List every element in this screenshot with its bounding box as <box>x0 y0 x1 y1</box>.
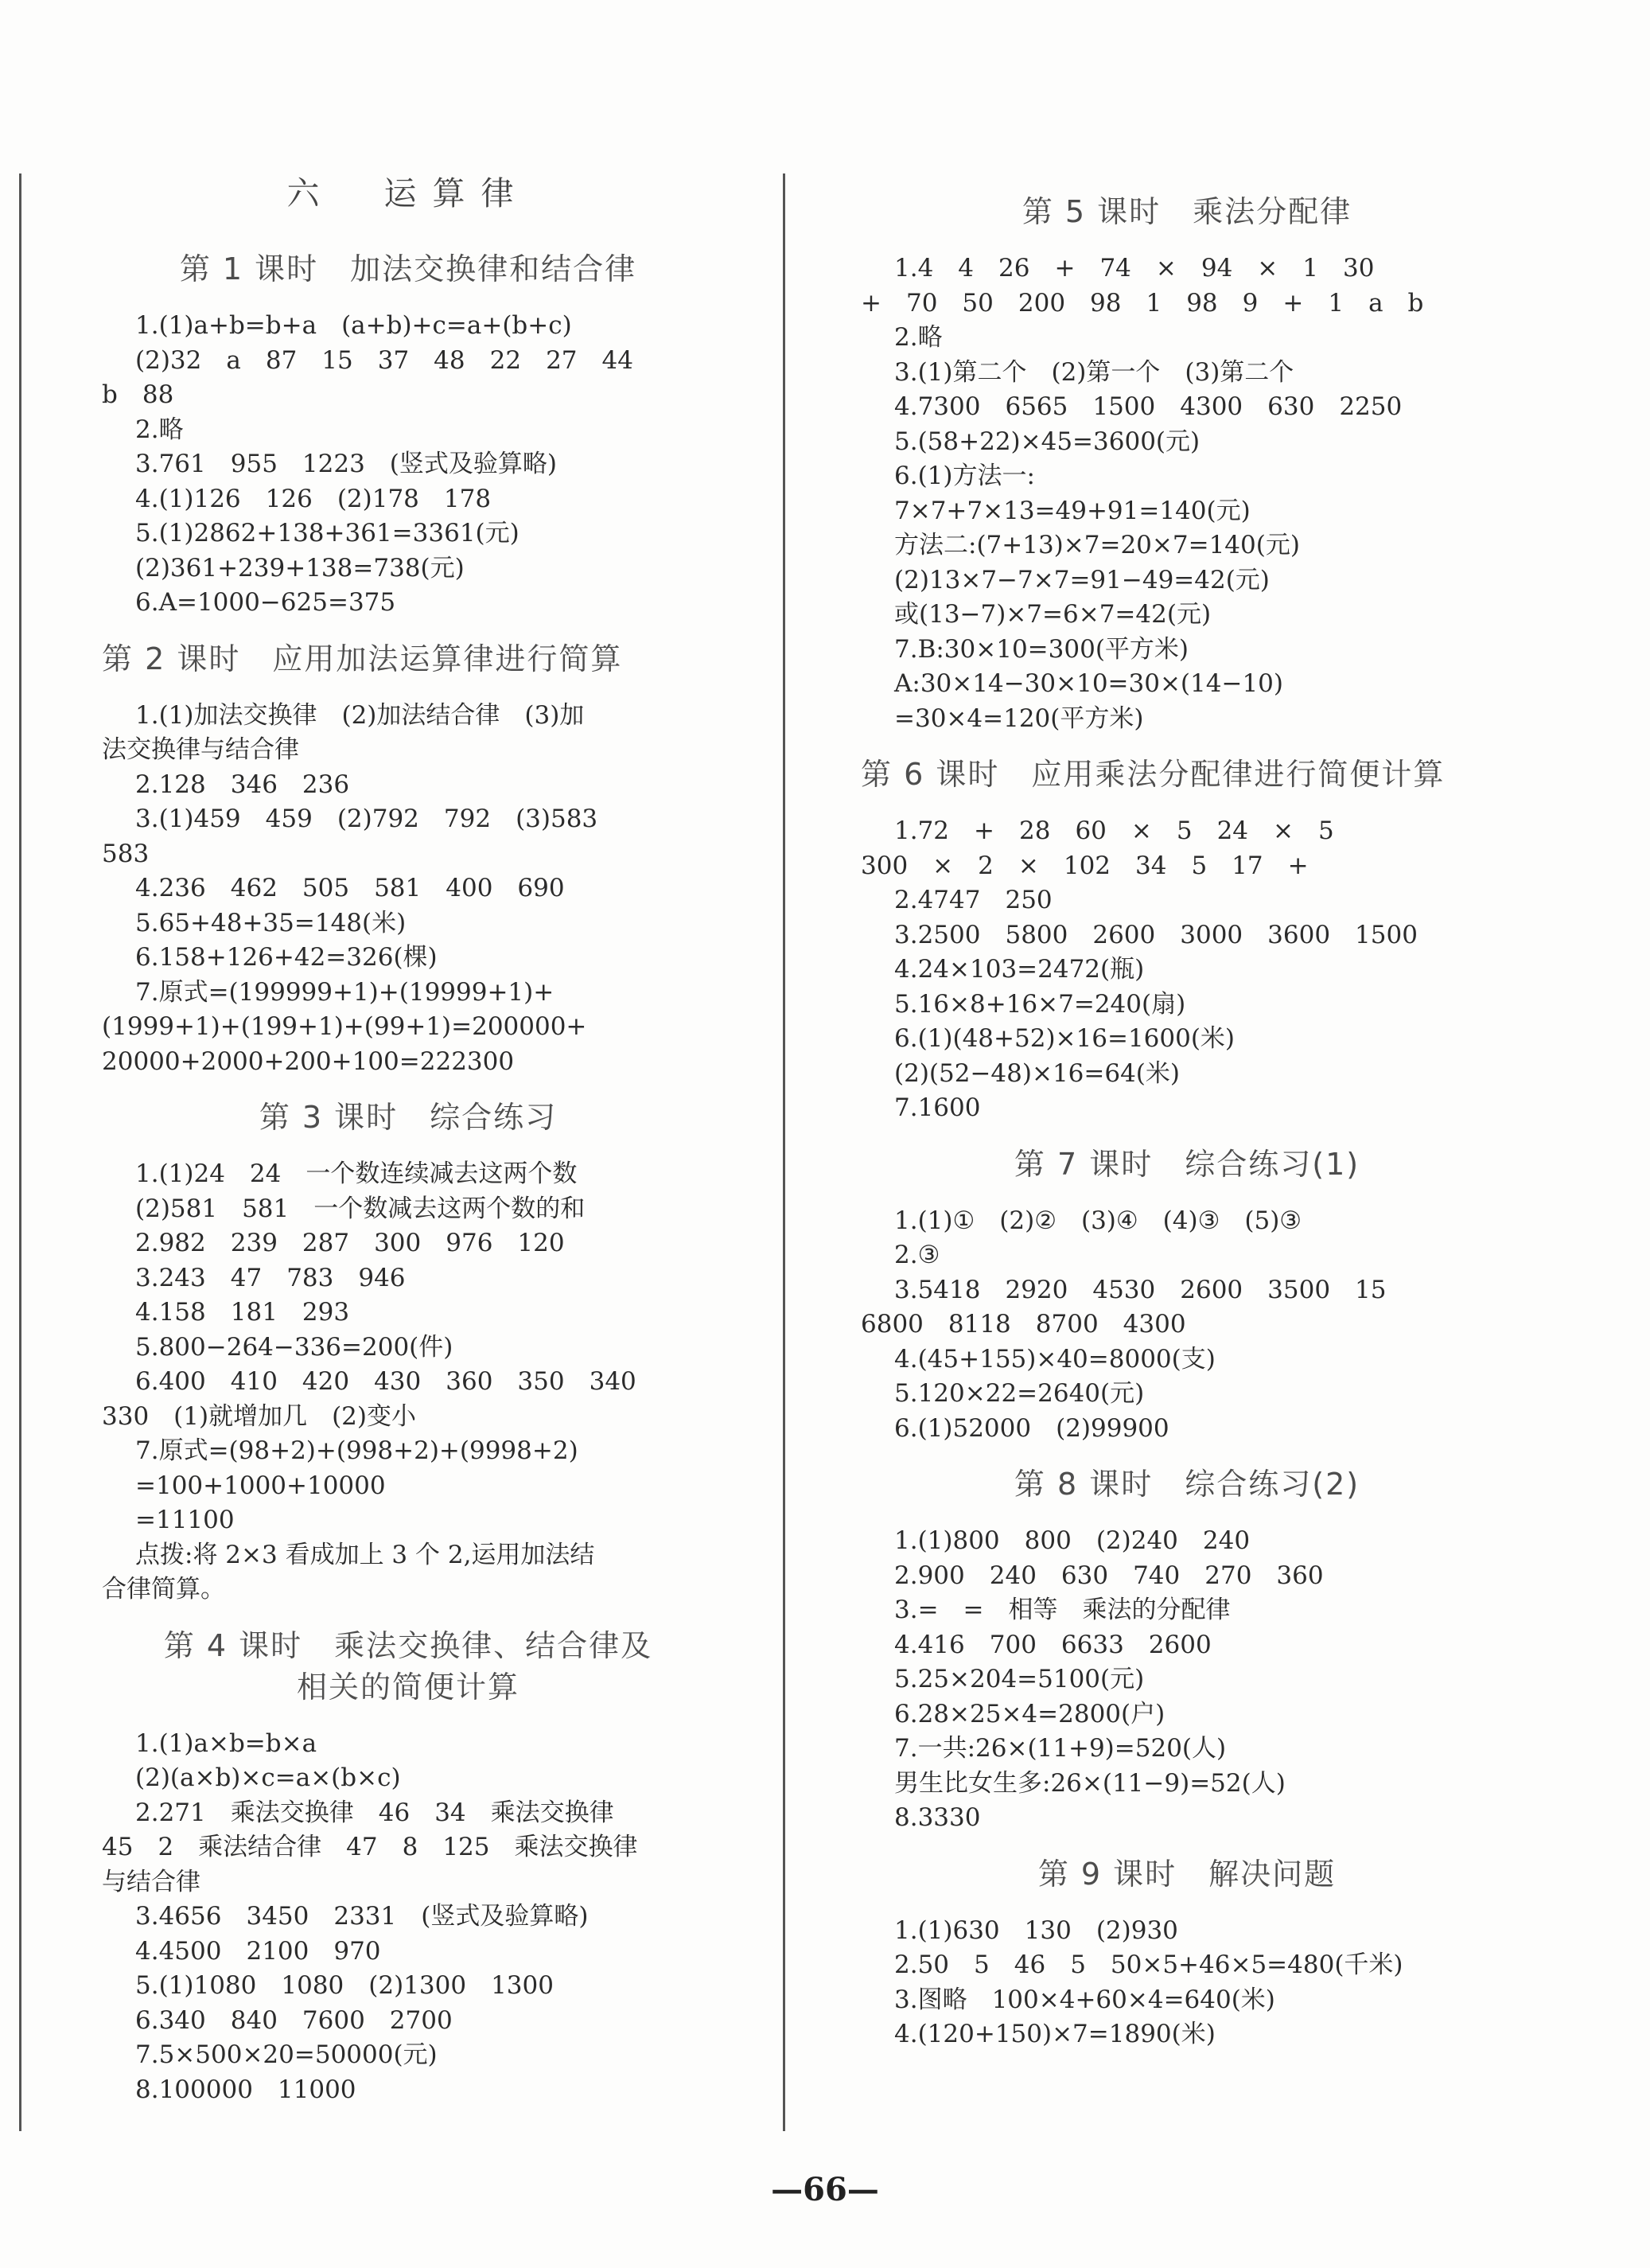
lesson-5-body <box>861 251 1513 736</box>
answer-line: 4.(120+150)×7=1890(米) <box>894 2020 1216 2048</box>
answer-line: 或(13−7)×7=6×7=42(元) <box>894 600 1212 629</box>
answer-line: 3.(1)第二个 (2)第一个 (3)第二个 <box>894 357 1294 387</box>
answer-line: 1.(1)24 24 一个数连续减去这两个数 <box>135 1159 578 1188</box>
lesson-6-title: 第 6 课时 应用乘法分配律进行简便计算 <box>861 757 1446 792</box>
answer-line: 3.(1)459 459 (2)792 792 (3)583 <box>135 805 598 833</box>
answer-line: 5.65+48+35=148(米) <box>135 908 407 937</box>
lesson-3-body <box>102 1157 714 1607</box>
lesson-3-title: 第 3 课时 综合练习 <box>259 1100 558 1135</box>
lesson-7-title: 第 7 课时 综合练习(1) <box>1014 1146 1360 1182</box>
answer-line: 3.761 955 1223 (竖式及验算略) <box>135 450 557 478</box>
hint-line: 点拨:将 2×3 看成加上 3 个 2,运用加法结 <box>135 1540 595 1569</box>
answer-line: 7.一共:26×(11+9)=520(人) <box>894 1734 1227 1763</box>
answer-line: =30×4=120(平方米) <box>894 703 1144 733</box>
answer-line: 7×7+7×13=49+91=140(元) <box>894 496 1251 525</box>
answer-line: A:30×14−30×10=30×(14−10) <box>894 669 1283 698</box>
right-column <box>861 159 1513 2052</box>
answer-line: 3.图略 100×4+60×4=640(米) <box>894 1985 1275 2014</box>
answer-line: 6.340 840 7600 2700 <box>135 2005 453 2035</box>
answer-line: (2)581 581 一个数减去这两个数的和 <box>135 1194 586 1223</box>
answer-line: 6800 8118 8700 4300 <box>861 1310 1186 1339</box>
answer-line: 方法二:(7+13)×7=20×7=140(元) <box>894 531 1300 559</box>
answer-line: 2.982 239 287 300 976 120 <box>135 1229 565 1257</box>
lesson-4-body <box>102 1727 714 2108</box>
answer-line: 6.(1)方法一: <box>894 462 1035 490</box>
answer-line: 300 × 2 × 102 34 5 17 + <box>861 851 1309 880</box>
answer-line: 2.4747 250 <box>894 886 1053 914</box>
answer-line: 5.(1)2862+138+361=3361(元) <box>135 519 520 548</box>
answer-line: 3.5418 2920 4530 2600 3500 15 <box>894 1275 1387 1304</box>
answer-line: 4.416 700 6633 2600 <box>894 1630 1212 1659</box>
answer-line: 6.A=1000−625=375 <box>135 588 396 617</box>
chapter-title: 六 运算律 <box>286 174 530 212</box>
answer-line: + 70 50 200 98 1 98 9 + 1 a b <box>861 288 1424 318</box>
answer-line: 2.271 乘法交换律 46 34 乘法交换律 <box>135 1798 614 1827</box>
answer-line: 5.(58+22)×45=3600(元) <box>894 427 1201 456</box>
column-divider <box>783 173 785 2131</box>
answer-line: 2.50 5 46 5 50×5+46×5=480(千米) <box>894 1950 1403 1979</box>
lesson-6-body <box>861 814 1513 1126</box>
answer-line: 4.(1)126 126 (2)178 178 <box>135 484 492 513</box>
lesson-2-body <box>102 699 714 1080</box>
answer-line: b 88 <box>102 380 174 409</box>
answer-line: (1999+1)+(199+1)+(99+1)=200000+ <box>102 1012 587 1041</box>
answer-line: 8.100000 11000 <box>135 2075 356 2104</box>
answer-line: 6.(1)52000 (2)99900 <box>894 1413 1169 1443</box>
answer-line: 1.(1)800 800 (2)240 240 <box>894 1526 1251 1555</box>
answer-line: 3.243 47 783 946 <box>135 1263 406 1292</box>
answer-line: 7.原式=(199999+1)+(19999+1)+ <box>135 977 555 1007</box>
left-column <box>102 159 714 2107</box>
answer-line: 2.③ <box>894 1241 940 1269</box>
answer-line: 7.1600 <box>894 1093 981 1122</box>
answer-line: 与结合律 <box>102 1867 200 1896</box>
lesson-8-title: 第 8 课时 综合练习(2) <box>1014 1467 1360 1502</box>
answer-line: 6.28×25×4=2800(户) <box>894 1699 1166 1728</box>
answer-line: 6.400 410 420 430 360 350 340 <box>135 1367 636 1396</box>
answer-line: 5.120×22=2640(元) <box>894 1379 1145 1408</box>
answer-line: 1.4 4 26 + 74 × 94 × 1 30 <box>894 254 1375 283</box>
answer-line: 1.(1)630 130 (2)930 <box>894 1915 1178 1945</box>
hint-line: 合律简算。 <box>102 1575 225 1604</box>
answer-line: 4.158 181 293 <box>135 1298 350 1327</box>
answer-line: (2)13×7−7×7=91−49=42(元) <box>894 565 1270 594</box>
answer-line: 7.原式=(98+2)+(998+2)+(9998+2) <box>135 1436 578 1465</box>
answer-line: 法交换律与结合律 <box>102 735 299 764</box>
answer-line: 45 2 乘法结合律 47 8 125 乘法交换律 <box>102 1833 638 1861</box>
answer-line: 1.(1)① (2)② (3)④ (4)③ (5)③ <box>894 1206 1302 1235</box>
answer-line: 5.800−264−336=200(件) <box>135 1332 453 1362</box>
lesson-7-body <box>861 1204 1513 1447</box>
answer-line: 4.4500 2100 970 <box>135 1936 381 1966</box>
answer-line: (2)32 a 87 15 37 48 22 27 44 <box>135 345 633 375</box>
answer-line: 4.7300 6565 1500 4300 630 2250 <box>894 392 1403 421</box>
answer-line: 2.128 346 236 <box>135 770 350 799</box>
answer-line: 4.236 462 505 581 400 690 <box>135 874 565 902</box>
answer-line: 1.72 + 28 60 × 5 24 × 5 <box>894 816 1334 845</box>
answer-line: 2.略 <box>135 415 184 444</box>
answer-line: 20000+2000+200+100=222300 <box>102 1046 515 1076</box>
answer-line: 4.(45+155)×40=8000(支) <box>894 1344 1216 1374</box>
lesson-8-body <box>861 1524 1513 1836</box>
answer-line: 6.(1)(48+52)×16=1600(米) <box>894 1024 1236 1053</box>
answer-line: =100+1000+10000 <box>135 1471 386 1500</box>
lesson-1-body <box>102 309 714 621</box>
answer-line: 3.= = 相等 乘法的分配律 <box>894 1596 1231 1624</box>
left-margin-rule <box>19 173 21 2131</box>
lesson-5-title: 第 5 课时 乘法分配律 <box>1022 194 1352 229</box>
answer-line: 4.24×103=2472(瓶) <box>894 955 1145 984</box>
answer-line: 3.4656 3450 2331 (竖式及验算略) <box>135 1902 589 1931</box>
answer-line: =11100 <box>135 1506 235 1534</box>
lesson-4-title: 第 4 课时 乘法交换律、结合律及 <box>163 1627 653 1663</box>
lesson-1-title: 第 1 课时 加法交换律和结合律 <box>179 251 637 286</box>
answer-line: 6.158+126+42=326(棵) <box>135 943 438 972</box>
answer-line: (2)(a×b)×c=a×(b×c) <box>135 1763 401 1792</box>
answer-line: 8.3330 <box>894 1803 981 1832</box>
lesson-9-body <box>861 1914 1513 2052</box>
answer-line: 7.B:30×10=300(平方米) <box>894 634 1189 664</box>
answer-line: 1.(1)加法交换律 (2)加法结合律 (3)加 <box>135 700 585 730</box>
answer-line: 5.25×204=5100(元) <box>894 1665 1145 1693</box>
answer-line: 男生比女生多:26×(11−9)=52(人) <box>894 1768 1286 1798</box>
answer-line: (2)(52−48)×16=64(米) <box>894 1058 1180 1088</box>
answer-line: 5.16×8+16×7=240(扇) <box>894 989 1186 1019</box>
answer-line: 1.(1)a×b=b×a <box>135 1728 317 1758</box>
lesson-9-title: 第 9 课时 解决问题 <box>1037 1856 1337 1892</box>
answer-line: 3.2500 5800 2600 3000 3600 1500 <box>894 920 1418 949</box>
answer-line: 7.5×500×20=50000(元) <box>135 2040 438 2069</box>
answer-line: 5.(1)1080 1080 (2)1300 1300 <box>135 1971 554 2000</box>
answer-line: (2)361+239+138=738(元) <box>135 553 465 583</box>
lesson-2-title: 第 2 课时 应用加法运算律进行简算 <box>102 641 623 676</box>
answer-line: 583 <box>102 839 150 868</box>
answer-line: 330 (1)就增加几 (2)变小 <box>102 1401 416 1431</box>
answer-line: 2.略 <box>894 323 943 352</box>
lesson-4-subtitle: 相关的简便计算 <box>296 1669 520 1705</box>
answer-line: 1.(1)a+b=b+a (a+b)+c=a+(b+c) <box>135 311 572 340</box>
page-number: —66— <box>771 2171 879 2208</box>
answer-line: 2.900 240 630 740 270 360 <box>894 1561 1324 1590</box>
